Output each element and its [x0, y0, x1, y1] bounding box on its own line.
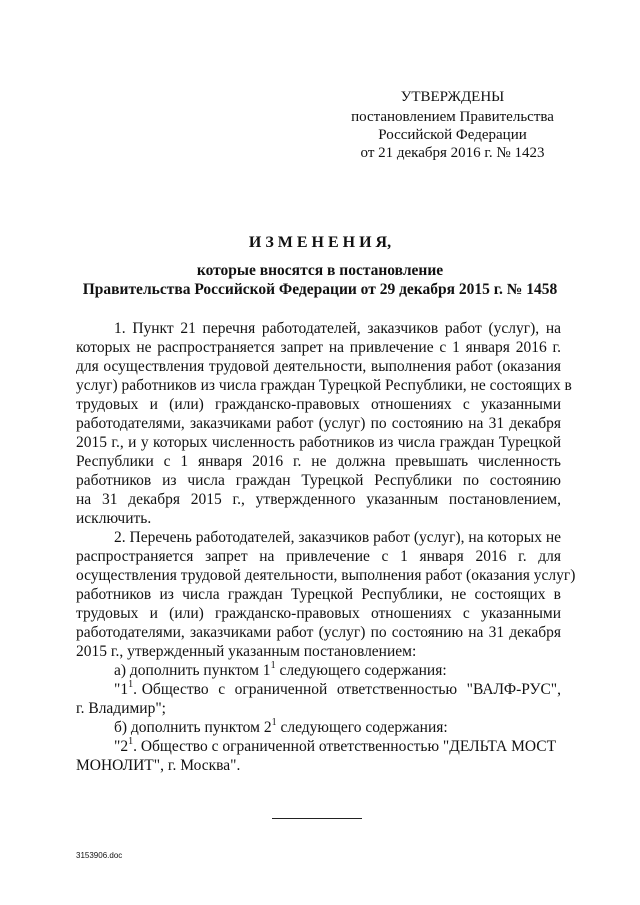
- approval-line-2: Российской Федерации: [378, 127, 527, 143]
- quote-b-open: "2: [114, 738, 129, 755]
- quote-a-line-2: г. Владимир";: [76, 700, 166, 717]
- approval-line-3: от 21 декабря 2016 г. № 1423: [360, 145, 545, 161]
- subpoint-a-text: а) дополнить пунктом 1: [114, 662, 271, 679]
- body-line: 1. Пункт 21 перечня работодателей, заказчиков работ (услуг), на: [114, 320, 561, 337]
- body-line: которых не распространяется запрет на привлечение с 1 января 2016 г.: [76, 339, 561, 356]
- quote-a-open: "1: [114, 681, 129, 698]
- body-line: услуг) работников из числа граждан Турецкой Республики, не состоящих в: [76, 377, 572, 394]
- quote-a-line-1: [114, 680, 561, 699]
- body-line: трудовых и (или) гражданско-правовых отношениях с указанными: [76, 605, 561, 622]
- closing-rule: [272, 818, 362, 819]
- document-heading: И З М Е Н Е Н И Я,: [248, 234, 392, 251]
- body-line: на 31 декабря 2015 г., утвержденного указанным постановлением,: [76, 491, 561, 508]
- document-subheading-1: которые вносятся в постановление: [196, 262, 444, 279]
- body-line: 2015 г., и у которых численность работников из числа граждан Турецкой: [76, 434, 561, 451]
- subpoint-b: [114, 718, 561, 737]
- body-line: 2. Перечень работодателей, заказчиков работ (услуг), на которых не: [114, 529, 561, 546]
- subpoint-b-text: б) дополнить пунктом 2: [114, 719, 272, 736]
- body-line: работодателями, заказчиками работ (услуг) по состоянию на 31 декабря: [76, 624, 561, 641]
- body-line: 2015 г., утвержденный указанным постановлением:: [76, 643, 417, 660]
- subpoint-a-text-end: следующего содержания:: [275, 662, 447, 679]
- body-line: Республики с 1 января 2016 г. не должна превышать численность: [76, 453, 561, 470]
- document-subheading-2: Правительства Российской Федерации от 29 декабря 2015 г. № 1458: [82, 281, 558, 298]
- subpoint-b-text-end: следующего содержания:: [276, 719, 448, 736]
- quote-a-text: . Общество с ограниченной ответственностью "ВАЛФ-РУС",: [133, 681, 561, 698]
- quote-b-line-1: [114, 737, 561, 756]
- superscript: 1: [270, 659, 276, 671]
- approval-word: УТВЕРЖДЕНЫ: [400, 89, 505, 105]
- body-line: работодателями, заказчиками работ (услуг) по состоянию на 31 декабря: [76, 415, 561, 432]
- subpoint-a: [114, 661, 561, 680]
- quote-b-text: . Общество с ограниченной ответственностью "ДЕЛЬТА МОСТ: [133, 738, 557, 755]
- body-line: работников из числа граждан Турецкой Республики по состоянию: [76, 472, 561, 489]
- body-line: осуществления трудовой деятельности, выполнения работ (оказания услуг): [76, 567, 576, 584]
- superscript: 1: [271, 716, 277, 728]
- body-line: для осуществления трудовой деятельности, выполнения работ (оказания: [76, 358, 561, 375]
- body-line: трудовых и (или) гражданско-правовых отношениях с указанными: [76, 396, 561, 413]
- superscript: 1: [128, 678, 134, 690]
- superscript: 1: [128, 735, 134, 747]
- body-line: работников из числа граждан Турецкой Республики, не состоящих в: [76, 586, 561, 603]
- approval-line-1: постановлением Правительства: [351, 109, 554, 125]
- quote-b-line-2: МОНОЛИТ", г. Москва".: [76, 757, 241, 774]
- body-line: распространяется запрет на привлечение с 1 января 2016 г. для: [76, 548, 561, 565]
- file-reference: 3153906.doc: [76, 851, 123, 860]
- body-line: исключить.: [76, 510, 152, 527]
